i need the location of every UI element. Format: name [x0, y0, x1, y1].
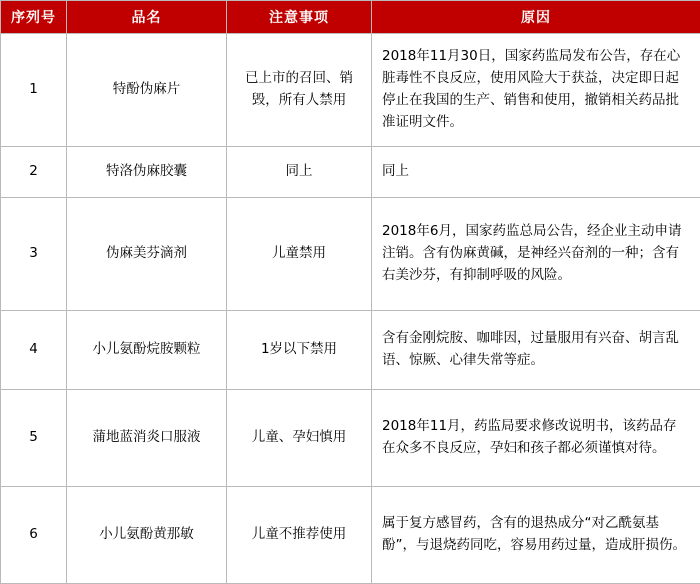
cell-product-name: 小儿氨酚烷胺颗粒 — [67, 311, 227, 390]
cell-product-name: 伪麻美芬滴剂 — [67, 198, 227, 311]
cell-product-name: 特酚伪麻片 — [67, 34, 227, 147]
cell-precautions: 已上市的召回、销毁，所有人禁用 — [227, 34, 372, 147]
cell-serial: 2 — [1, 147, 67, 198]
cell-serial: 3 — [1, 198, 67, 311]
cell-serial: 4 — [1, 311, 67, 390]
table-row — [1, 34, 700, 147]
cell-serial: 1 — [1, 34, 67, 147]
column-header-product-name: 品名 — [67, 1, 227, 34]
table-header-row — [1, 1, 700, 34]
cell-precautions: 儿童禁用 — [227, 198, 372, 311]
table-row — [1, 487, 700, 584]
cell-product-name: 蒲地蓝消炎口服液 — [67, 390, 227, 487]
cell-reason: 2018年6月，国家药监总局公告，经企业主动申请注销。含有伪麻黄碱，是神经兴奋剂的一种；含有右美沙芬，有抑制呼吸的风险。 — [372, 198, 700, 311]
cell-reason: 含有金刚烷胺、咖啡因，过量服用有兴奋、胡言乱语、惊厥、心律失常等症。 — [372, 311, 700, 390]
cell-reason: 同上 — [372, 147, 700, 198]
cell-reason: 2018年11月30日，国家药监局发布公告，存在心脏毒性不良反应，使用风险大于获益，决定即日起停止在我国的生产、销售和使用，撤销相关药品批准证明文件。 — [372, 34, 700, 147]
table-row — [1, 390, 700, 487]
cell-reason: 2018年11月，药监局要求修改说明书，该药品存在众多不良反应，孕妇和孩子都必须谨慎对待。 — [372, 390, 700, 487]
column-header-precautions: 注意事项 — [227, 1, 372, 34]
cell-precautions: 同上 — [227, 147, 372, 198]
cell-precautions: 儿童不推荐使用 — [227, 487, 372, 584]
cell-serial: 6 — [1, 487, 67, 584]
cell-product-name: 特洛伪麻胶囊 — [67, 147, 227, 198]
cell-precautions: 1岁以下禁用 — [227, 311, 372, 390]
cell-product-name: 小儿氨酚黄那敏 — [67, 487, 227, 584]
cell-precautions: 儿童、孕妇慎用 — [227, 390, 372, 487]
column-header-reason: 原因 — [372, 1, 700, 34]
cell-reason: 属于复方感冒药，含有的退热成分“对乙酰氨基酚”，与退烧药同吃，容易用药过量，造成肝损伤。 — [372, 487, 700, 584]
table-row — [1, 147, 700, 198]
column-header-serial: 序列号 — [1, 1, 67, 34]
table-row — [1, 198, 700, 311]
table-row — [1, 311, 700, 390]
cell-serial: 5 — [1, 390, 67, 487]
